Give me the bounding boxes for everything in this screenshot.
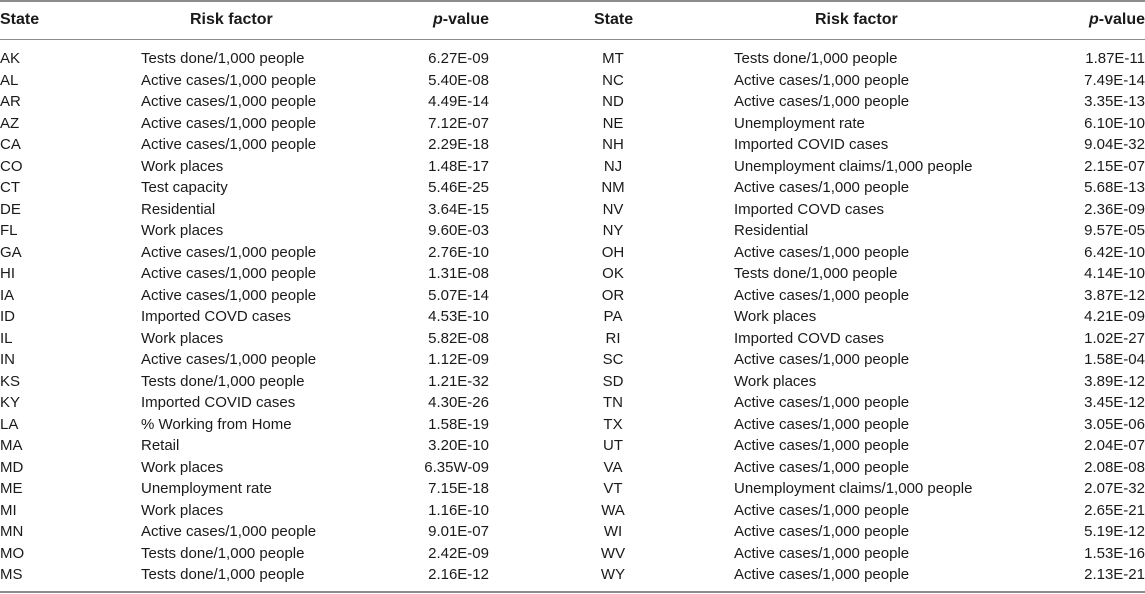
p-value-cell: 4.30E-26 xyxy=(428,394,489,411)
risk-factor-cell: Work places xyxy=(141,458,224,476)
p-value-cell: 9.04E-32 xyxy=(1084,136,1145,153)
table-row xyxy=(0,500,1145,522)
p-value-cell: 9.57E-05 xyxy=(1084,222,1145,239)
state-cell: PA xyxy=(603,308,623,325)
p-value-cell: 7.15E-18 xyxy=(428,480,489,497)
p-value-cell: 1.58E-19 xyxy=(428,415,489,433)
state-cell: MO xyxy=(0,544,25,562)
state-cell: CO xyxy=(0,157,23,175)
header-p-value-right xyxy=(1089,0,1145,40)
p-value-cell: 2.07E-32 xyxy=(1084,480,1145,497)
risk-factor-cell: Work places xyxy=(734,308,817,325)
risk-factor-cell: Active cases/1,000 people xyxy=(734,179,910,196)
state-cell: VT xyxy=(603,480,623,497)
table-row xyxy=(0,220,1145,242)
risk-factor-cell: Tests done/1,000 people xyxy=(141,372,305,390)
state-cell: SC xyxy=(602,351,624,368)
state-cell: CA xyxy=(0,136,21,153)
p-value-cell: 6.27E-09 xyxy=(428,50,489,67)
p-value-cell: 6.42E-10 xyxy=(1084,243,1145,261)
state-cell: OK xyxy=(602,265,624,282)
risk-factor-cell: Work places xyxy=(141,157,224,175)
header-state-left: State xyxy=(0,11,40,28)
p-value-cell: 1.48E-17 xyxy=(428,157,489,175)
state-cell: UT xyxy=(603,437,623,454)
p-value-cell: 7.12E-07 xyxy=(428,114,489,132)
risk-factor-cell: Work places xyxy=(141,501,224,519)
p-value-cell: 3.89E-12 xyxy=(1084,372,1145,390)
table-top-rule xyxy=(0,0,1145,2)
table-row xyxy=(0,435,1145,457)
p-value-cell: 2.29E-18 xyxy=(428,136,489,153)
risk-factor-cell: Active cases/1,000 people xyxy=(141,114,317,132)
p-value-cell: 1.58E-04 xyxy=(1084,351,1145,368)
p-value-cell: 2.15E-07 xyxy=(1084,157,1145,175)
p-value-cell: 4.49E-14 xyxy=(428,93,489,110)
risk-factor-cell: Active cases/1,000 people xyxy=(141,265,317,282)
table-row xyxy=(0,543,1145,565)
risk-factor-cell: Active cases/1,000 people xyxy=(734,394,910,411)
risk-factor-cell: Active cases/1,000 people xyxy=(734,544,910,562)
p-value-cell: 5.07E-14 xyxy=(428,286,489,304)
risk-factor-cell: Unemployment rate xyxy=(734,114,865,132)
table-body xyxy=(0,48,1145,586)
header-risk-factor-left: Risk factor xyxy=(190,11,273,28)
table-row xyxy=(0,414,1145,436)
risk-factor-cell: Active cases/1,000 people xyxy=(734,243,910,261)
risk-factor-cell: Active cases/1,000 people xyxy=(141,286,317,304)
state-cell: NY xyxy=(602,222,624,239)
p-value-cell: 5.19E-12 xyxy=(1084,523,1145,540)
state-cell: MT xyxy=(602,50,624,67)
risk-factor-cell: Active cases/1,000 people xyxy=(734,501,910,519)
risk-factor-cell: Active cases/1,000 people xyxy=(141,71,317,89)
p-value-cell: 5.68E-13 xyxy=(1084,179,1145,196)
p-value-cell: 2.08E-08 xyxy=(1084,458,1145,476)
state-cell: MS xyxy=(0,566,23,583)
state-cell: IA xyxy=(0,286,15,304)
risk-factor-cell: Work places xyxy=(734,372,817,390)
table-row xyxy=(0,134,1145,156)
risk-factor-cell: Active cases/1,000 people xyxy=(141,93,317,110)
p-value-cell: 1.12E-09 xyxy=(428,351,489,368)
state-cell: HI xyxy=(0,265,15,282)
header-p-suffix: -value xyxy=(442,11,489,28)
state-cell: NE xyxy=(602,114,624,132)
header-p-italic: p xyxy=(432,11,443,28)
p-value-cell: 5.82E-08 xyxy=(428,329,489,347)
risk-factor-cell: Active cases/1,000 people xyxy=(734,71,910,89)
state-cell: FL xyxy=(0,222,18,239)
p-value-cell: 2.04E-07 xyxy=(1084,437,1145,454)
table-row xyxy=(0,328,1145,350)
state-cell: WA xyxy=(601,501,625,519)
risk-factor-cell: Active cases/1,000 people xyxy=(734,286,910,304)
table-row xyxy=(0,349,1145,371)
state-cell: ID xyxy=(0,308,15,325)
risk-factor-cell: Tests done/1,000 people xyxy=(141,50,305,67)
risk-factor-cell: Active cases/1,000 people xyxy=(734,351,910,368)
state-cell: MA xyxy=(0,437,23,454)
state-cell: AR xyxy=(0,93,21,110)
state-cell: ND xyxy=(602,93,624,110)
p-value-cell: 3.87E-12 xyxy=(1084,286,1145,304)
state-cell: ME xyxy=(0,480,23,497)
p-value-cell: 1.02E-27 xyxy=(1084,329,1145,347)
state-cell: WI xyxy=(603,523,623,540)
header-rule xyxy=(0,39,1145,40)
header-p-italic: p xyxy=(1088,11,1099,28)
p-value-cell: 3.05E-06 xyxy=(1084,415,1145,433)
state-cell: VA xyxy=(603,458,623,476)
risk-factor-cell: Imported COVID cases xyxy=(734,136,889,153)
risk-factor-cell: Tests done/1,000 people xyxy=(734,50,898,67)
p-value-cell: 4.21E-09 xyxy=(1084,308,1145,325)
p-value-cell: 4.53E-10 xyxy=(428,308,489,325)
p-value-cell: 2.76E-10 xyxy=(428,243,489,261)
risk-factor-cell: Active cases/1,000 people xyxy=(141,351,317,368)
state-cell: WV xyxy=(600,544,626,562)
risk-factor-cell: Work places xyxy=(141,329,224,347)
p-value-cell: 3.35E-13 xyxy=(1084,93,1145,110)
state-cell: MI xyxy=(0,501,17,519)
p-value-cell: 9.60E-03 xyxy=(428,222,489,239)
header-state-right: State xyxy=(594,11,634,28)
risk-factor-cell: Imported COVID cases xyxy=(141,394,296,411)
risk-factor-cell: Unemployment rate xyxy=(141,480,272,497)
risk-factor-cell: Work places xyxy=(141,222,224,239)
state-cell: NM xyxy=(601,179,625,196)
risk-factor-cell: % Working from Home xyxy=(141,415,292,433)
risk-factor-cell: Active cases/1,000 people xyxy=(734,437,910,454)
p-value-cell: 2.16E-12 xyxy=(428,566,489,583)
risk-factor-cell: Tests done/1,000 people xyxy=(141,566,305,583)
risk-factor-cell: Imported COVD cases xyxy=(734,200,885,218)
p-value-cell: 1.21E-32 xyxy=(428,372,489,390)
state-cell: LA xyxy=(0,415,19,433)
state-cell: RI xyxy=(605,329,621,347)
table-row xyxy=(0,113,1145,135)
state-cell: CT xyxy=(0,179,20,196)
state-cell: AL xyxy=(0,71,19,89)
risk-factor-cell: Active cases/1,000 people xyxy=(734,458,910,476)
p-value-cell: 6.10E-10 xyxy=(1084,114,1145,132)
risk-factor-cell: Residential xyxy=(141,200,216,218)
p-value-cell: 3.45E-12 xyxy=(1084,394,1145,411)
state-cell: NH xyxy=(602,136,624,153)
state-cell: KS xyxy=(0,372,21,390)
risk-factor-cell: Tests done/1,000 people xyxy=(734,265,898,282)
p-value-cell: 2.65E-21 xyxy=(1084,501,1145,519)
p-value-cell: 4.14E-10 xyxy=(1084,265,1145,282)
table-row xyxy=(0,564,1145,586)
header-risk-factor-right: Risk factor xyxy=(815,11,898,28)
risk-factor-cell: Unemployment claims/1,000 people xyxy=(734,480,973,497)
p-value-cell: 1.16E-10 xyxy=(428,501,489,519)
p-value-cell: 5.40E-08 xyxy=(428,71,489,89)
risk-factor-cell: Unemployment claims/1,000 people xyxy=(734,157,973,175)
table-row xyxy=(0,263,1145,285)
state-cell: WY xyxy=(600,566,626,583)
table-row xyxy=(0,371,1145,393)
risk-factor-cell: Imported COVD cases xyxy=(141,308,292,325)
p-value-cell: 9.01E-07 xyxy=(428,523,489,540)
risk-factor-cell: Tests done/1,000 people xyxy=(141,544,305,562)
risk-factor-cell: Test capacity xyxy=(141,179,228,196)
table-row xyxy=(0,478,1145,500)
risk-factor-cell: Active cases/1,000 people xyxy=(734,566,910,583)
header-p-suffix: -value xyxy=(1098,11,1145,28)
risk-factor-cell: Residential xyxy=(734,222,809,239)
risk-factor-cell: Active cases/1,000 people xyxy=(141,136,317,153)
p-value-cell: 3.64E-15 xyxy=(428,200,489,218)
state-cell: OH xyxy=(601,243,625,261)
risk-factor-cell: Active cases/1,000 people xyxy=(734,93,910,110)
state-cell: NV xyxy=(602,200,624,218)
p-value-cell: 2.42E-09 xyxy=(428,544,489,562)
p-value-cell: 1.31E-08 xyxy=(428,265,489,282)
p-value-cell: 1.87E-11 xyxy=(1085,50,1145,67)
p-value-cell: 5.46E-25 xyxy=(428,179,489,196)
risk-factor-cell: Active cases/1,000 people xyxy=(734,415,910,433)
state-cell: TN xyxy=(603,394,623,411)
risk-factor-cell: Active cases/1,000 people xyxy=(141,243,317,261)
state-cell: GA xyxy=(0,243,22,261)
table-row xyxy=(0,156,1145,178)
p-value-cell: 6.35W-09 xyxy=(424,458,489,476)
table-row xyxy=(0,306,1145,328)
state-cell: MN xyxy=(0,523,24,540)
risk-factor-cell: Retail xyxy=(141,437,180,454)
state-cell: SD xyxy=(602,372,624,390)
state-cell: IL xyxy=(0,329,13,347)
table-row xyxy=(0,48,1145,70)
table-row xyxy=(0,457,1145,479)
state-cell: AZ xyxy=(0,114,20,132)
state-cell: DE xyxy=(0,200,21,218)
p-value-cell: 3.20E-10 xyxy=(428,437,489,454)
table-row xyxy=(0,177,1145,199)
p-value-cell: 2.36E-09 xyxy=(1084,200,1145,218)
p-value-cell: 2.13E-21 xyxy=(1084,566,1145,583)
risk-factor-cell: Imported COVD cases xyxy=(734,329,885,347)
state-cell: IN xyxy=(0,351,15,368)
table-row xyxy=(0,521,1145,543)
table-row xyxy=(0,242,1145,264)
state-cell: MD xyxy=(0,458,24,476)
table-row xyxy=(0,392,1145,414)
state-cell: TX xyxy=(603,415,623,433)
p-value-cell: 7.49E-14 xyxy=(1084,71,1145,89)
header-p-value-left xyxy=(433,0,489,40)
table-bottom-rule xyxy=(0,591,1145,593)
risk-factor-cell: Active cases/1,000 people xyxy=(141,523,317,540)
state-cell: NC xyxy=(602,71,624,89)
risk-factor-cell: Active cases/1,000 people xyxy=(734,523,910,540)
state-cell: AK xyxy=(0,50,21,67)
table-row xyxy=(0,91,1145,113)
table-row xyxy=(0,199,1145,221)
state-cell: NJ xyxy=(603,157,623,175)
state-cell: KY xyxy=(0,394,21,411)
state-cell: OR xyxy=(601,286,625,304)
table-row xyxy=(0,285,1145,307)
table-row xyxy=(0,70,1145,92)
p-value-cell: 1.53E-16 xyxy=(1084,544,1145,562)
